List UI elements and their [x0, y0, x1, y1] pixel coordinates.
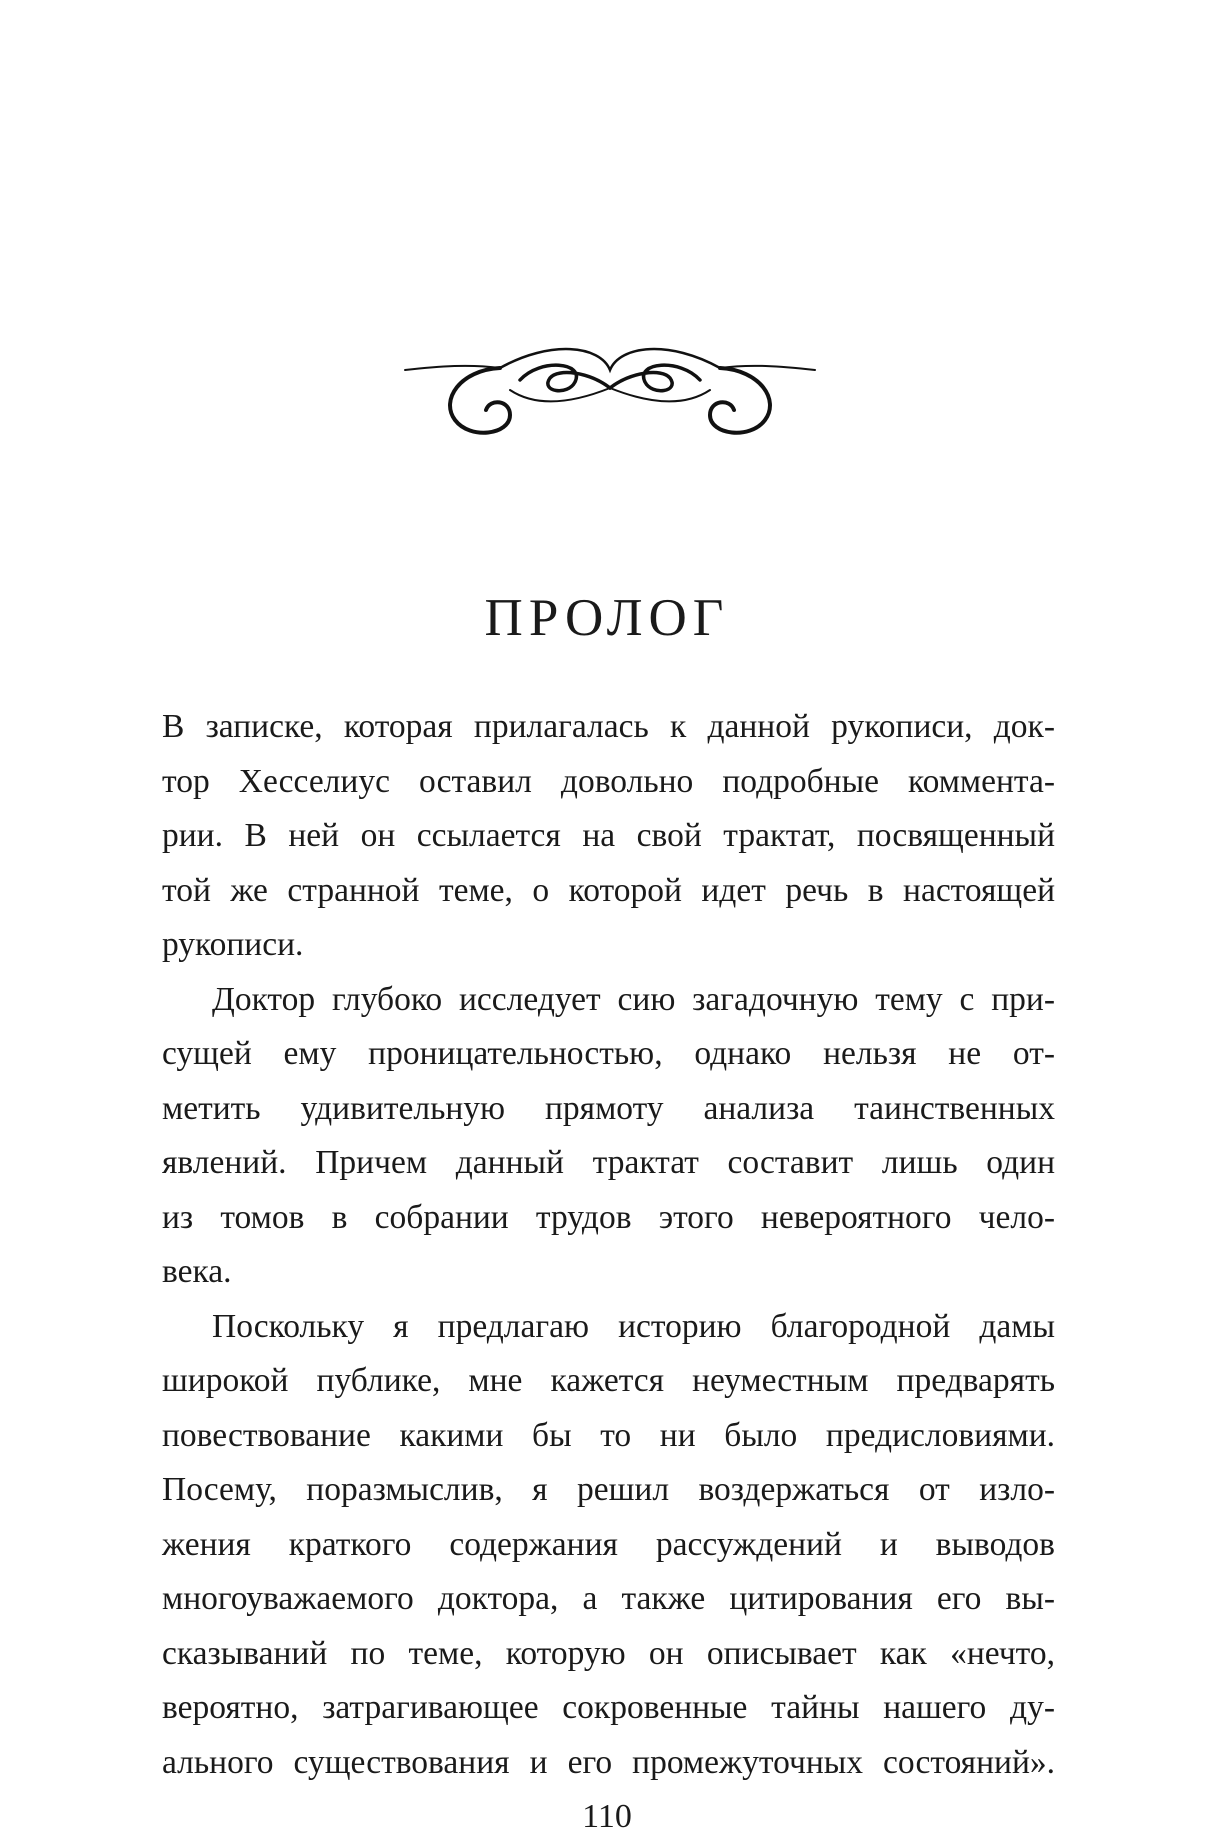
page-number: 110: [582, 1798, 632, 1835]
text-line: рукописи.: [162, 926, 304, 963]
text-line: жения краткого содержания рассуждений и выводов: [162, 1525, 1055, 1563]
text-line: явлений. Причем данный трактат составит лишь один: [162, 1144, 1055, 1181]
text-line: вероятно, затрагивающее сокровенные тайны нашего ду-: [162, 1689, 1055, 1726]
flourish-ornament-icon: [400, 330, 820, 450]
text-line: сказываний по теме, которую он описывает как «нечто,: [162, 1634, 1055, 1672]
text-line: Посему, поразмыслив, я решил воздержаться от изло-: [162, 1471, 1055, 1508]
text-line: Поскольку я предлагаю историю благородной дамы: [212, 1307, 1055, 1345]
body-text: [162, 700, 1055, 1790]
text-line: многоуважаемого доктора, а также цитирования его вы-: [162, 1580, 1055, 1617]
chapter-title: ПРОЛОГ: [484, 589, 730, 647]
text-line: Доктор глубоко исследует сию загадочную тему с при-: [212, 980, 1055, 1018]
text-line: В записке, которая прилагалась к данной рукописи, док-: [162, 708, 1055, 745]
text-line: сущей ему проницательностью, однако нельзя не от-: [162, 1035, 1055, 1072]
text-line: рии. В ней он ссылается на свой трактат, посвященный: [162, 817, 1055, 854]
text-line: той же странной теме, о которой идет речь в настоящей: [162, 871, 1055, 909]
text-line: из томов в собрании трудов этого невероятного чело-: [162, 1198, 1055, 1236]
text-line: широкой публике, мне кажется неуместным предварять: [162, 1362, 1055, 1399]
text-line: века.: [162, 1253, 232, 1290]
text-line: повествование какими бы то ни было предисловиями.: [162, 1416, 1055, 1454]
text-line: тор Хесселиус оставил довольно подробные коммента-: [162, 762, 1055, 800]
text-line: ального существования и его промежуточных состояний».: [162, 1743, 1055, 1781]
text-line: метить удивительную прямоту анализа таинственных: [162, 1089, 1055, 1127]
